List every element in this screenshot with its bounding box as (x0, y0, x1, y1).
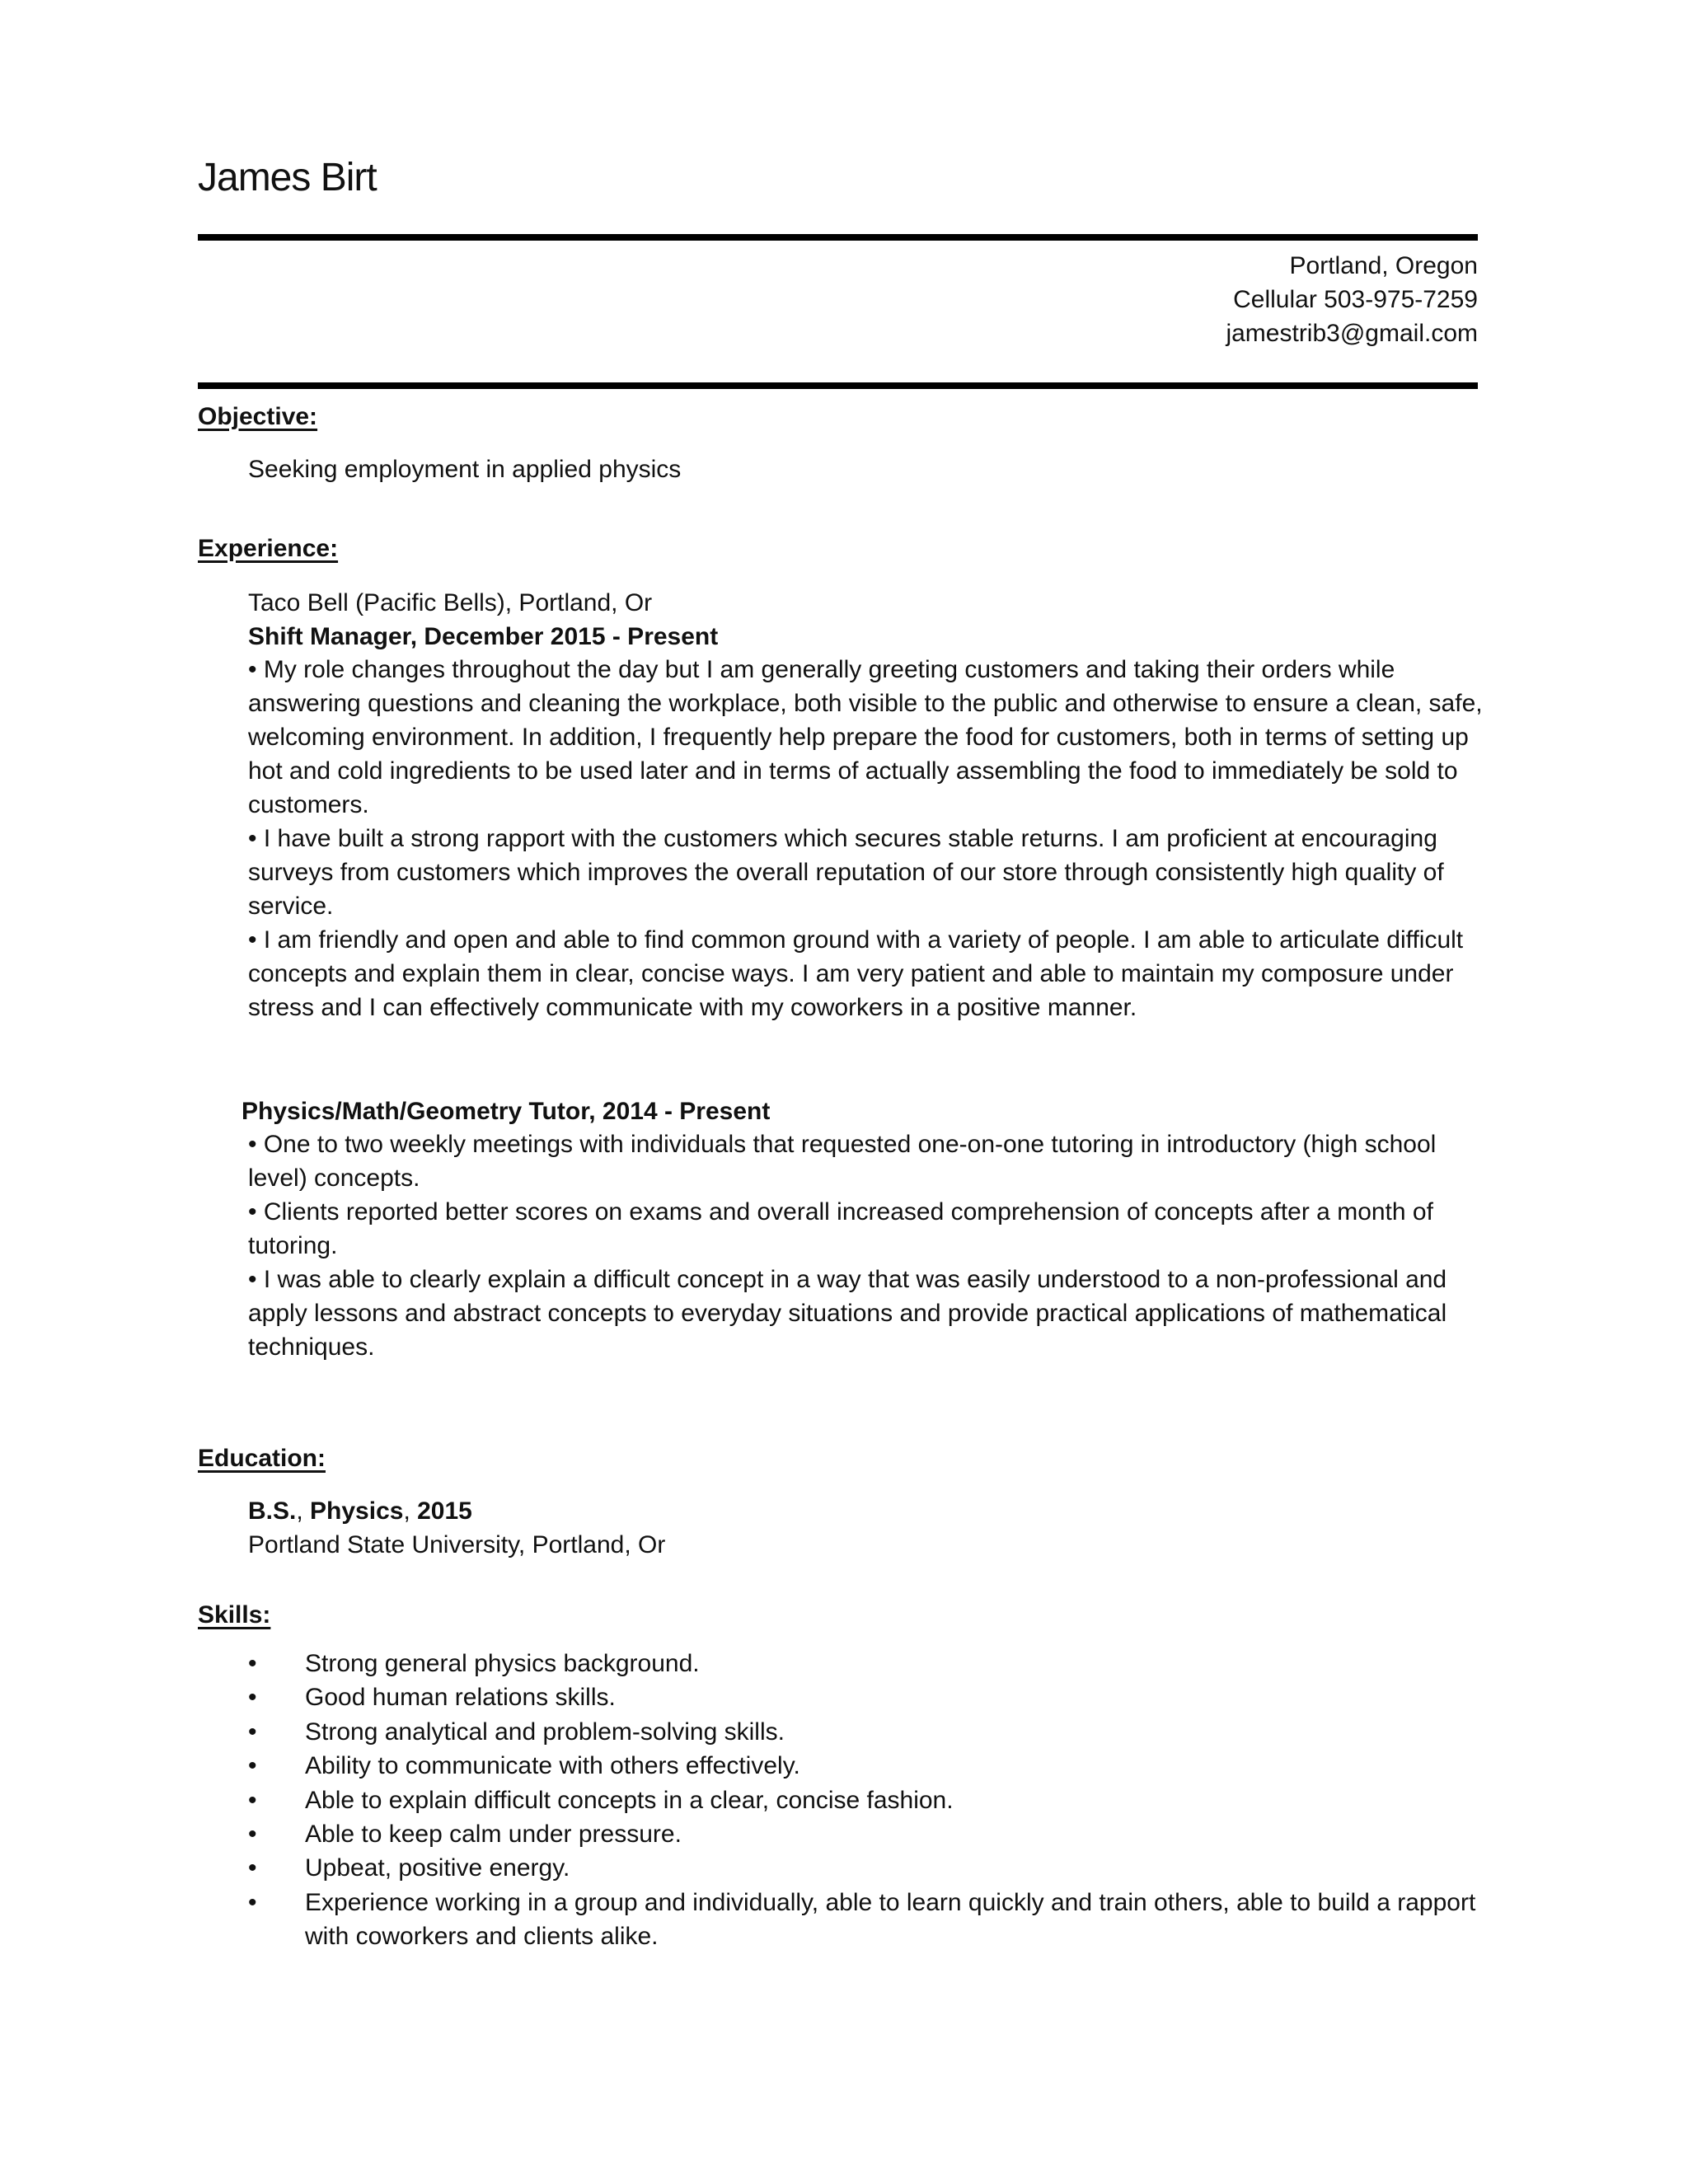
contact-block (1226, 249, 1478, 350)
job-2-bullet-1: • One to two weekly meetings with individuals that requested one-on-one tutoring in introductory (high school level) concepts. (248, 1131, 1437, 1192)
bullet-icon: • (248, 1888, 257, 1916)
skill-text: Strong general physics background. (305, 1650, 700, 1677)
job-1-title: Shift Manager, December 2015 - Present (248, 623, 719, 650)
skill-text: Strong analytical and problem-solving skills. (305, 1718, 785, 1746)
job-1-bullet-1: • My role changes throughout the day but I am generally greeting customers and taking their orders while answering questions and cleaning the workplace, both visible to the public and otherwise to ensure a clean, safe, welcoming environment. In addition, I frequently help prepare the food for customers, both in terms of setting up hot and cold ingredients to be used later and in terms of actually assembling the food to immediately be sold to customers. (248, 656, 1483, 818)
contact-location: Portland, Oregon (1289, 252, 1478, 279)
skill-item (248, 1680, 1484, 1714)
skill-text: Ability to communicate with others effectively. (305, 1752, 800, 1780)
skill-text: Able to explain difficult concepts in a clear, concise fashion. (305, 1786, 954, 1814)
degree-separator-1: , (296, 1497, 311, 1525)
education-school: Portland State University, Portland, Or (248, 1531, 666, 1558)
education-heading: Education: (198, 1445, 326, 1472)
job-1-bullet-2: • I have built a strong rapport with the customers which secures stable returns. I am proficient at encouraging surveys from customers which improves the overall reputation of our store through consistently high quality of service. (248, 825, 1444, 920)
skills-heading: Skills: (198, 1601, 271, 1629)
bullet-icon: • (248, 1786, 257, 1814)
job-1-bullet-3: • I am friendly and open and able to find common ground with a variety of people. I am able to articulate difficult concepts and explain them in clear, concise ways. I am very patient and able to maintain my composure under stress and I can effectively communicate with my coworkers in a positive manner. (248, 926, 1464, 1021)
bullet-icon: • (248, 1854, 257, 1882)
bullet-icon: • (248, 1752, 257, 1780)
bullet-icon: • (248, 1684, 257, 1712)
skill-text: Experience working in a group and individually, able to learn quickly and train others, able to build a rapport with coworkers and clients alike. (305, 1888, 1476, 1951)
job-2-title: Physics/Math/Geometry Tutor, 2014 - Present (241, 1098, 771, 1125)
contact-phone: Cellular 503-975-7259 (1233, 286, 1478, 313)
skill-text: Upbeat, positive energy. (305, 1854, 570, 1882)
skill-item (248, 1886, 1484, 1954)
skill-item (248, 1749, 1484, 1783)
job-2-bullet-2: • Clients reported better scores on exams and overall increased comprehension of concepts after a month of tutoring. (248, 1198, 1433, 1259)
skill-item (248, 1817, 1484, 1851)
skill-text: Able to keep calm under pressure. (305, 1821, 682, 1849)
degree-field: Physics (310, 1497, 404, 1525)
experience-heading: Experience: (198, 535, 339, 562)
contact-email: jamestrib3@gmail.com (1226, 320, 1478, 347)
contact-divider (198, 382, 1478, 389)
degree-separator-2: , (403, 1497, 418, 1525)
job-1-employer: Taco Bell (Pacific Bells), Portland, Or (248, 589, 653, 616)
objective-heading: Objective: (198, 403, 318, 430)
top-divider (198, 234, 1478, 241)
degree-type: B.S. (248, 1497, 297, 1525)
skill-item (248, 1647, 1484, 1680)
objective-text: Seeking employment in applied physics (248, 456, 682, 483)
bullet-icon: • (248, 1821, 257, 1849)
skill-item (248, 1851, 1484, 1885)
skills-list (248, 1647, 1484, 1954)
applicant-name: James Birt (198, 156, 377, 199)
degree-line (248, 1497, 472, 1526)
skill-text: Good human relations skills. (305, 1684, 616, 1712)
job-2-bullet-3: • I was able to clearly explain a difficult concept in a way that was easily understood to a non-professional and apply lessons and abstract concepts to everyday situations and provide practical applications of mathematical techniques. (248, 1266, 1447, 1361)
degree-year: 2015 (417, 1497, 472, 1525)
skill-item (248, 1715, 1484, 1749)
bullet-icon: • (248, 1650, 257, 1677)
skill-item (248, 1783, 1484, 1817)
bullet-icon: • (248, 1718, 257, 1746)
